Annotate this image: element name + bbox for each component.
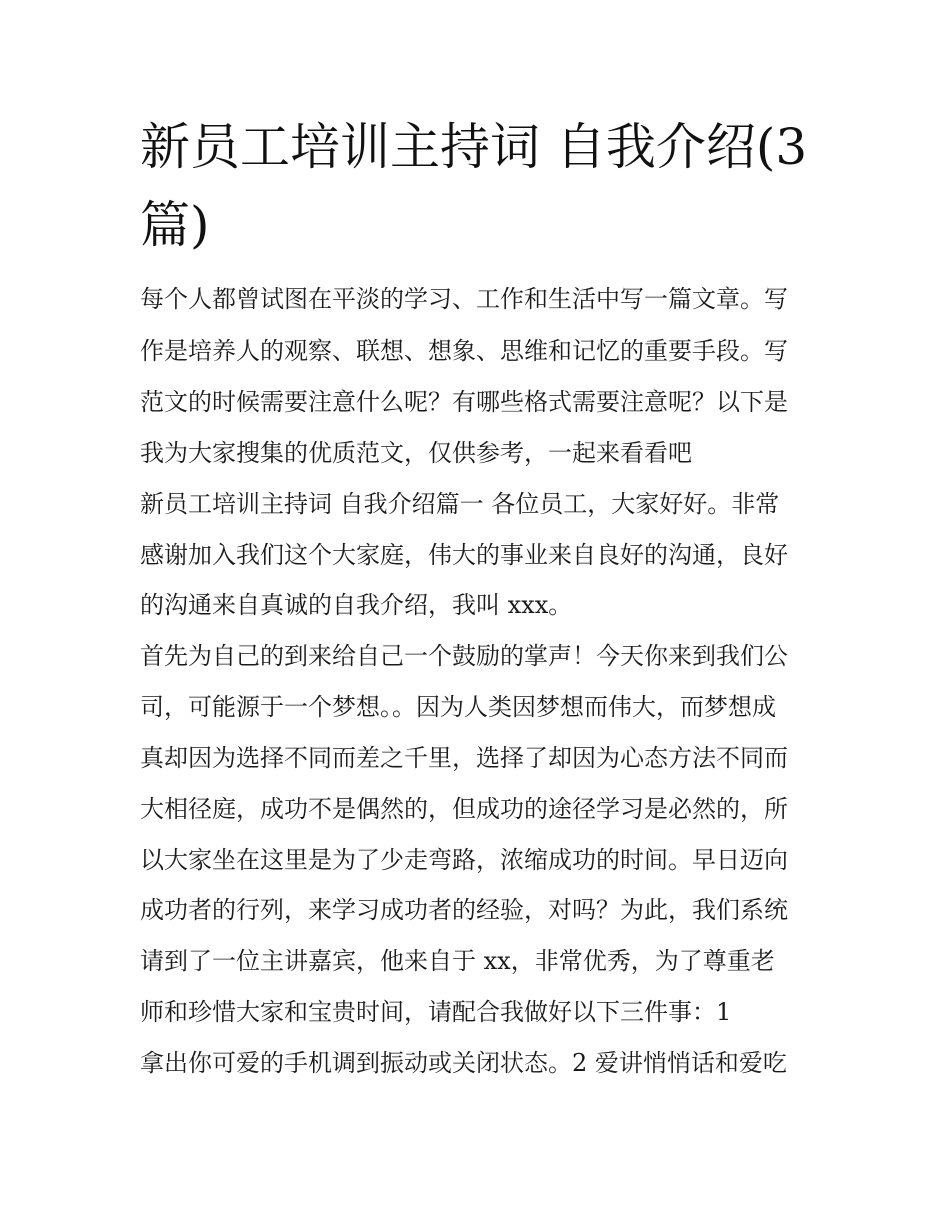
document-title: 新员工培训主持词 自我介绍(3 篇) <box>140 118 808 254</box>
body-line: 每个人都曾试图在平淡的学习、工作和生活中写一篇文章。写 <box>140 285 788 313</box>
body-line: 作是培养人的观察、联想、想象、思维和记忆的重要手段。写 <box>140 337 788 365</box>
body-line: 真却因为选择不同而差之千里，选择了却因为心态方法不同而 <box>140 744 788 772</box>
body-line: 新员工培训主持词 自我介绍篇一 各位员工，大家好好。非常 <box>140 490 780 518</box>
body-line: 成功者的行列，来学习成功者的经验，对吗？为此，我们系统 <box>140 896 788 924</box>
body-line: 司，可能源于一个梦想。。因为人类因梦想而伟大，而梦想成 <box>140 693 776 721</box>
body-line: 以大家坐在这里是为了少走弯路，浓缩成功的时间。早日迈向 <box>140 846 788 874</box>
body-line: 我为大家搜集的优质范文，仅供参考，一起来看看吧 <box>140 439 692 467</box>
body-line: 感谢加入我们这个大家庭，伟大的事业来自良好的沟通，良好 <box>140 541 788 569</box>
body-line: 范文的时候需要注意什么呢？有哪些格式需要注意呢？以下是 <box>140 388 788 416</box>
body-line: 请到了一位主讲嘉宾，他来自于 xx，非常优秀，为了尊重老 <box>140 947 775 975</box>
body-line: 首先为自己的到来给自己一个鼓励的掌声！今天你来到我们公 <box>140 642 788 670</box>
body-line: 的沟通来自真诚的自我介绍，我叫 xxx。 <box>140 591 573 619</box>
body-line: 拿出你可爱的手机调到振动或关闭状态。2 爱讲悄悄话和爱吃 <box>140 1049 787 1077</box>
body-line: 大相径庭，成功不是偶然的，但成功的途径学习是必然的，所 <box>140 795 788 823</box>
body-line: 师和珍惜大家和宝贵时间，请配合我做好以下三件事：1 <box>140 998 732 1026</box>
